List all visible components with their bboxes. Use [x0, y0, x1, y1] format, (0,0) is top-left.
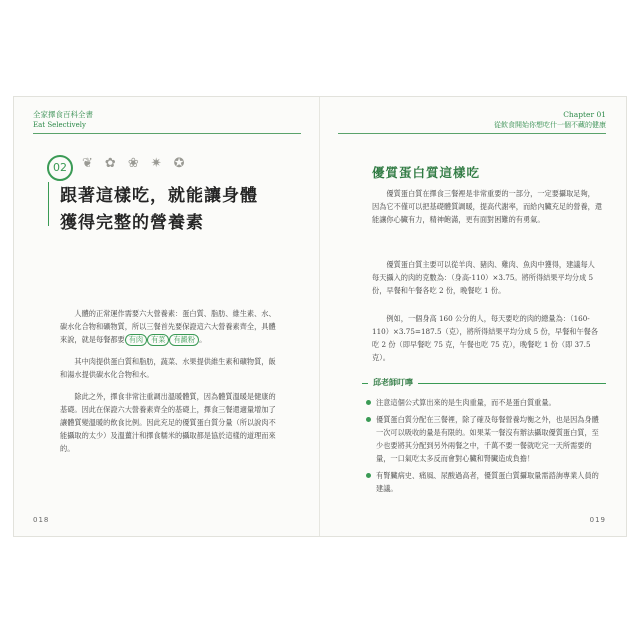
cabbage-icon: ❀ — [127, 156, 139, 171]
left-paragraph-1 — [60, 307, 282, 346]
section-title: 優質蛋白質這樣吃 — [372, 165, 481, 180]
left-running-header — [33, 110, 93, 130]
left-page-number: 018 — [33, 516, 50, 524]
food-icon-row — [82, 156, 185, 172]
chapter-title-line-1: 跟著這樣吃，就能讓身體 — [60, 186, 258, 206]
tip-item-text: 優質蛋白質分配在三餐裡，除了確及每餐營養均衡之外，也是因為身體一次可以吸收的量是有限的。如果某一餐沒有辦法攝取優質蛋白質，至少也要將其分配到另外兩餐之中，千萬不要一餐就吃完一天所需要的量，一口氣吃太多反而會對心臟和腎臟造成負擔！ — [376, 415, 599, 463]
right-paragraph-2-text: 優質蛋白質主要可以從羊肉、豬肉、雞肉、魚肉中獲得，建議每人每天攝入的肉的克數為：（身高-110）×3.75。將所得結果平均分成 5 份，早餐和午餐各吃 2 份，晚餐吃 1 份。 — [372, 260, 595, 295]
left-header-title: 全家擇食百科全書 — [33, 110, 93, 119]
leaf-icon: ❦ — [82, 156, 93, 171]
book-spine — [319, 97, 320, 536]
teacher-tip-box — [362, 374, 606, 506]
chapter-title-line-2: 獲得完整的營養素 — [60, 213, 204, 233]
right-paragraph-1 — [372, 187, 602, 226]
right-header-subtitle: 從飲食開始你想吃什一個不藏的健康 — [494, 121, 606, 129]
apple-icon: ✿ — [104, 156, 116, 171]
left-paragraph-1-text: 人體的正常運作需要六大營養素：蛋白質、脂肪、維生素、水、碳水化合物和礦物質，所以三餐首先要保證這六大營養素齊全，具體來說，就是每餐都要 — [60, 309, 276, 344]
bug-icon: ✷ — [150, 156, 162, 171]
left-paragraph-1-end: 。 — [199, 335, 207, 344]
left-header-rule — [33, 133, 301, 134]
left-body-text — [60, 307, 282, 464]
left-header-subtitle: Eat Selectively — [33, 121, 86, 129]
bullet-dot-icon — [366, 417, 371, 422]
fish-icon: ✪ — [173, 156, 185, 171]
tip-title: 邱老師叮嚀 — [368, 374, 418, 390]
right-paragraph-3-text: 例如，一個身高 160 公分的人，每天要吃的肉的總量為：（160-110）×3.75=187.5（克），將所得結果平均分成 5 份，早餐和午餐各吃 2 份（即早餐吃 75 克，午餐也吃 75 克），晚餐吃 1 份（即 37.5 克）。 — [372, 314, 599, 362]
chapter-title-rule — [48, 182, 49, 226]
right-running-header — [494, 110, 606, 130]
left-paragraph-3: 除此之外，擇食非常注重調出溫暖體質，因為體質溫暖是健康的基礎。因此在保證六大營養素齊全的基礎上，擇食三餐還適量增加了讓體質變溫暖的飲食比例。因此充足的優質蛋白質分量（所以說肉不能攝取的太少）及溫薑汁和擇食糯米的攝取都是協於這樣的道理而來的。 — [60, 392, 276, 453]
chapter-number-badge: 02 — [47, 155, 73, 181]
tip-item — [366, 469, 602, 495]
right-paragraph-3 — [372, 312, 602, 364]
right-paragraph-2 — [372, 258, 602, 297]
tip-list — [366, 396, 602, 499]
pill-starch: 有澱粉 — [169, 334, 199, 346]
tip-item-text: 注意這個公式算出來的是生肉重量，而不是蛋白質重量。 — [376, 398, 556, 407]
right-header-chapter: Chapter 01 — [563, 110, 606, 119]
right-header-rule — [338, 133, 606, 134]
tip-item — [366, 413, 602, 465]
pill-meat: 有肉 — [125, 334, 147, 346]
right-page-number: 019 — [589, 516, 606, 524]
tip-item-text: 有腎臟病史、痛風、尿酸過高者，優質蛋白質攝取量需諮詢專業人員的建議。 — [376, 471, 599, 493]
chapter-title — [60, 183, 258, 237]
pill-vegetable: 有菜 — [147, 334, 169, 346]
left-paragraph-2: 其中肉提供蛋白質和脂肪，蔬菜、水果提供維生素和礦物質，飯和湯水提供碳水化合物和水。 — [60, 357, 276, 379]
tip-item — [366, 396, 602, 409]
bullet-dot-icon — [366, 473, 371, 478]
bullet-dot-icon — [366, 400, 371, 405]
right-paragraph-1-text: 優質蛋白質在擇食三餐裡是非常重要的一部分，一定要攝取足夠，因為它不僅可以把基礎體質調暖，提高代謝率，而給內臟充足的營養，還能讓你心臟有力，精神飽滿，更有面對困難的有勇氣。 — [372, 189, 603, 224]
